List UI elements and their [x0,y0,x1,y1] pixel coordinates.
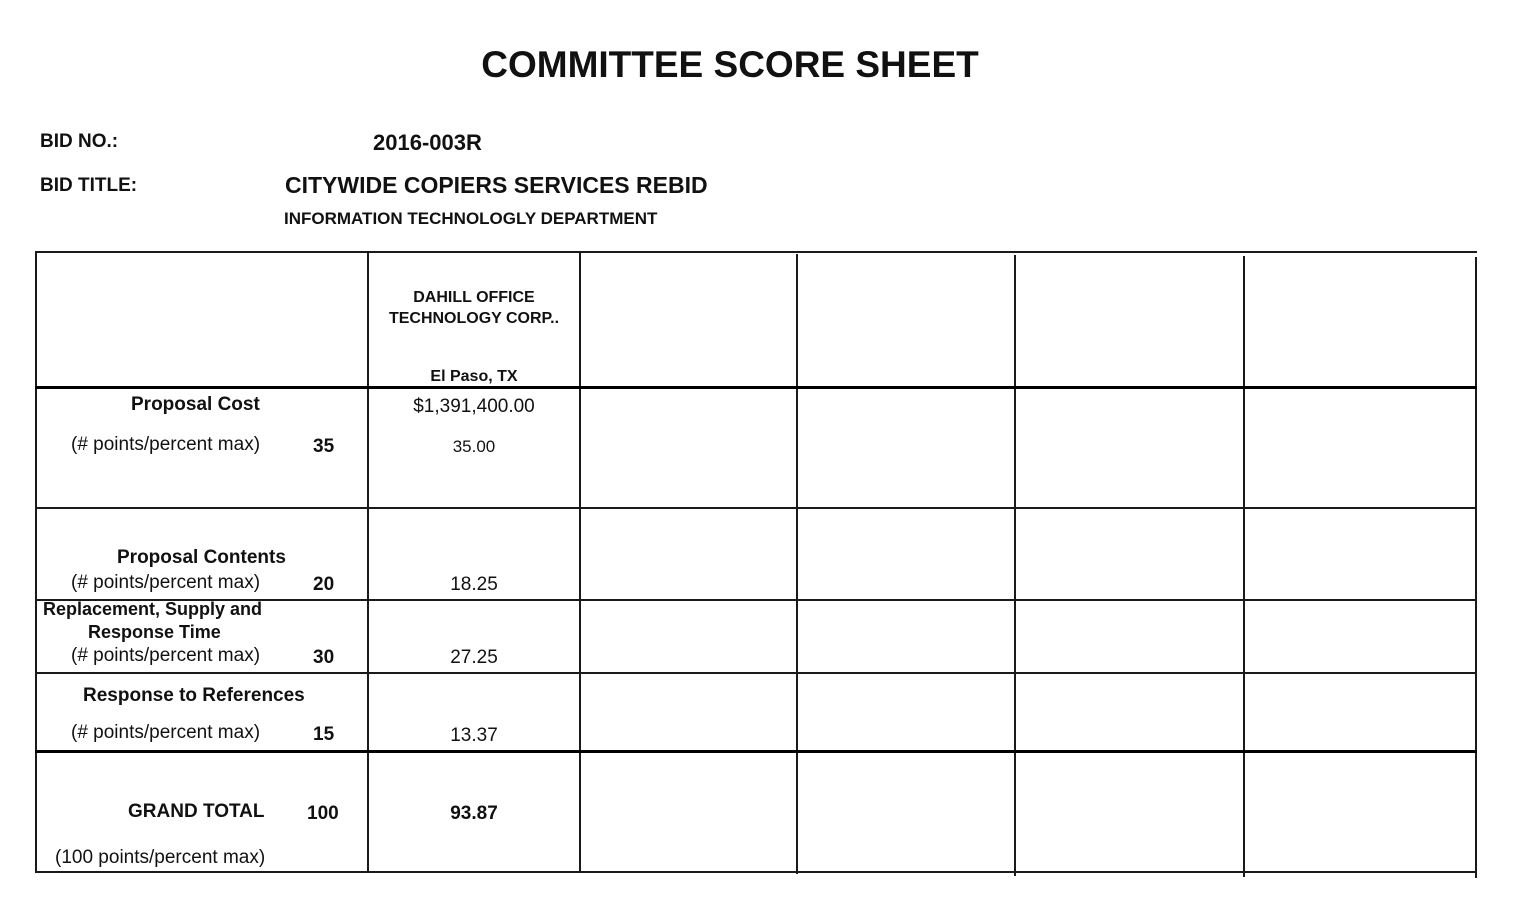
criterion-replacement-name-line2: Response Time [88,622,221,642]
bid-title-label: BID TITLE: [40,175,138,196]
criterion-replacement-name-line1: Replacement, Supply and [43,599,263,619]
bid-no-label: BID NO.: [40,131,119,152]
page-title: COMMITTEE SCORE SHEET [481,44,979,85]
column-divider [367,252,369,872]
column-divider [579,253,581,873]
vendor-cost-score: 35.00 [452,437,496,456]
vendor-name-line1: DAHILL OFFICE [413,289,535,306]
vendor-replacement-score: 27.25 [450,647,498,668]
vendor-name-line2: TECHNOLOGY CORP.. [388,310,560,327]
column-divider [796,254,798,874]
criterion-references-name: Response to References [83,685,305,706]
bid-no-value: 2016-003R [373,130,482,155]
table-border-right [1475,257,1477,878]
criterion-cost-name: Proposal Cost [131,394,260,415]
criterion-contents-sub: (# points/percent max) [71,572,261,593]
criterion-cost-sub: (# points/percent max) [71,434,261,455]
column-divider [1243,256,1245,877]
department-name: INFORMATION TECHNOLOGLY DEPARTMENT [284,209,658,228]
vendor-contents-score: 18.25 [450,574,498,595]
table-border-left [35,251,37,872]
total-divider [35,750,1477,753]
vendor-location: El Paso, TX [430,368,518,385]
grand-total-sub: (100 points/percent max) [55,847,266,868]
criterion-references-max: 15 [313,724,335,745]
criterion-cost-max: 35 [313,436,335,457]
table-border-top [35,251,1477,253]
criterion-contents-name: Proposal Contents [117,547,286,568]
grand-total-label: GRAND TOTAL [128,801,265,822]
vendor-proposal-cost: $1,391,400.00 [413,396,535,417]
bid-title-value: CITYWIDE COPIERS SERVICES REBID [285,172,708,198]
table-border-bottom [35,871,1477,873]
criterion-contents-max: 20 [313,574,335,595]
criterion-replacement-max: 30 [313,647,335,668]
vendor-name [368,287,580,329]
row-divider [35,672,1477,674]
criterion-references-sub: (# points/percent max) [71,722,261,743]
grand-total-max: 100 [307,803,339,824]
header-divider [35,386,1477,389]
vendor-references-score: 13.37 [450,725,498,746]
criterion-replacement-sub: (# points/percent max) [71,645,261,666]
vendor-grand-total: 93.87 [450,803,498,824]
row-divider [35,507,1477,509]
column-divider [1014,255,1016,876]
